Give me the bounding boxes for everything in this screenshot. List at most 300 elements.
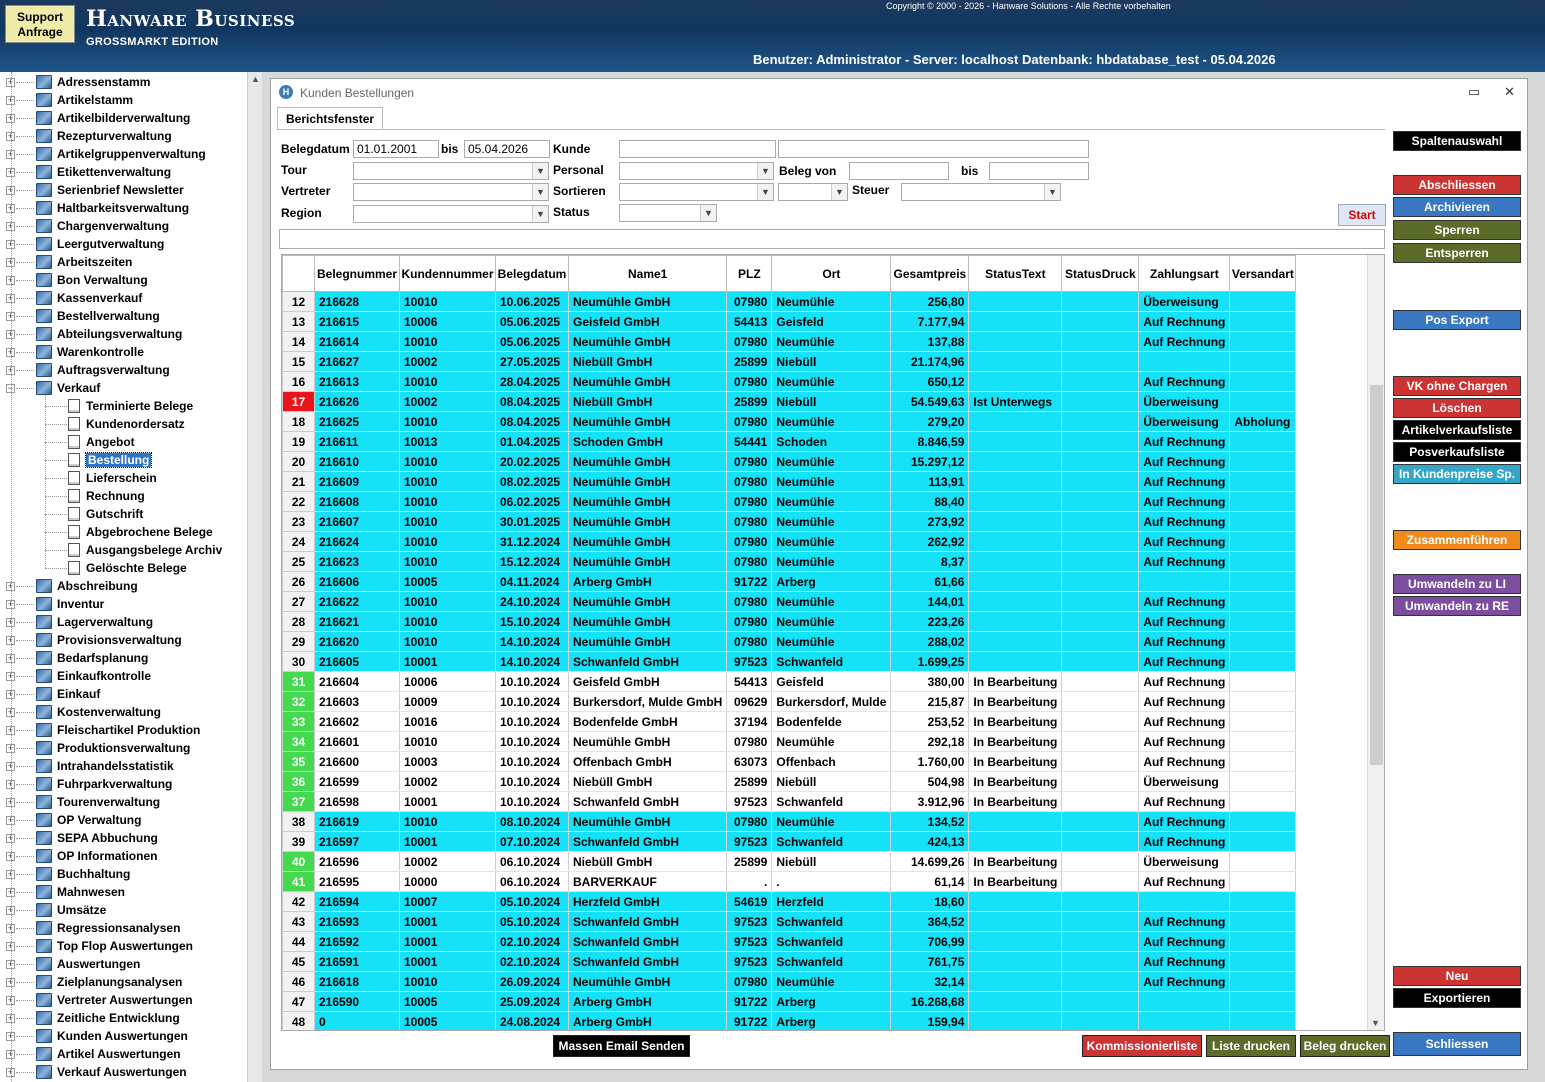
- cell-plz[interactable]: 07980: [727, 732, 772, 752]
- cell-name1[interactable]: Neumühle GmbH: [569, 812, 727, 832]
- cell-statustext[interactable]: [969, 632, 1062, 652]
- row-number[interactable]: 15: [283, 352, 315, 372]
- cell-zahlungsart[interactable]: Auf Rechnung: [1139, 472, 1230, 492]
- table-row[interactable]: [283, 492, 1296, 512]
- table-row[interactable]: [283, 292, 1296, 312]
- row-number[interactable]: 22: [283, 492, 315, 512]
- sidebar-item-zeitliche-entwicklung[interactable]: [36, 1009, 180, 1027]
- cell-gesamtpreis[interactable]: 1.760,00: [891, 752, 969, 772]
- cell-kundennummer[interactable]: 10002: [400, 352, 496, 372]
- cell-belegdatum[interactable]: 02.10.2024: [496, 952, 569, 972]
- expand-icon[interactable]: +: [7, 581, 14, 591]
- sidebar-item-kunden-auswertungen[interactable]: [36, 1027, 188, 1045]
- cell-belegnummer[interactable]: 216597: [315, 832, 400, 852]
- grid-scrollbar[interactable]: [1367, 255, 1384, 1030]
- cell-belegdatum[interactable]: 01.04.2025: [496, 432, 569, 452]
- cell-zahlungsart[interactable]: Auf Rechnung: [1139, 972, 1230, 992]
- cell-gesamtpreis[interactable]: 279,20: [891, 412, 969, 432]
- expand-icon[interactable]: +: [7, 1013, 14, 1023]
- cell-ort[interactable]: Niebüll: [772, 852, 891, 872]
- cell-zahlungsart[interactable]: Auf Rechnung: [1139, 592, 1230, 612]
- cell-statusdruck[interactable]: [1062, 572, 1139, 592]
- cell-statusdruck[interactable]: [1062, 1012, 1139, 1032]
- cell-ort[interactable]: Geisfeld: [772, 312, 891, 332]
- cell-belegnummer[interactable]: 216611: [315, 432, 400, 452]
- cell-zahlungsart[interactable]: Auf Rechnung: [1139, 612, 1230, 632]
- cell-name1[interactable]: Neumühle GmbH: [569, 412, 727, 432]
- cell-name1[interactable]: Schwanfeld GmbH: [569, 832, 727, 852]
- cell-belegnummer[interactable]: 216622: [315, 592, 400, 612]
- cell-gesamtpreis[interactable]: 15.297,12: [891, 452, 969, 472]
- sidebar-subitem-angebot[interactable]: [68, 433, 135, 451]
- table-row[interactable]: [283, 472, 1296, 492]
- cell-versandart[interactable]: [1230, 392, 1296, 412]
- cell-ort[interactable]: Burkersdorf, Mulde: [772, 692, 891, 712]
- cell-plz[interactable]: 25899: [727, 772, 772, 792]
- sidebar-item-intrahandelsstatistik[interactable]: [36, 757, 174, 775]
- cell-statusdruck[interactable]: [1062, 292, 1139, 312]
- spaltenauswahl-button[interactable]: Spaltenauswahl: [1393, 131, 1521, 151]
- cell-belegnummer[interactable]: 216613: [315, 372, 400, 392]
- expand-icon[interactable]: +: [7, 95, 14, 105]
- cell-statustext[interactable]: [969, 312, 1062, 332]
- kunde-name-field[interactable]: [778, 140, 1089, 158]
- cell-belegdatum[interactable]: 28.04.2025: [496, 372, 569, 392]
- cell-belegnummer[interactable]: 216603: [315, 692, 400, 712]
- row-number[interactable]: 21: [283, 472, 315, 492]
- cell-statusdruck[interactable]: [1062, 412, 1139, 432]
- cell-plz[interactable]: 97523: [727, 912, 772, 932]
- sidebar-item-bedarfsplanung[interactable]: [36, 649, 148, 667]
- cell-belegnummer[interactable]: 216614: [315, 332, 400, 352]
- table-row[interactable]: [283, 332, 1296, 352]
- cell-statusdruck[interactable]: [1062, 952, 1139, 972]
- cell-kundennummer[interactable]: 10010: [400, 972, 496, 992]
- cell-gesamtpreis[interactable]: 3.912,96: [891, 792, 969, 812]
- cell-belegdatum[interactable]: 15.12.2024: [496, 552, 569, 572]
- cell-statustext[interactable]: [969, 512, 1062, 532]
- expand-icon[interactable]: +: [7, 869, 14, 879]
- cell-versandart[interactable]: [1230, 732, 1296, 752]
- table-row[interactable]: [283, 1012, 1296, 1032]
- table-row[interactable]: [283, 732, 1296, 752]
- cell-plz[interactable]: 97523: [727, 932, 772, 952]
- cell-belegnummer[interactable]: 216621: [315, 612, 400, 632]
- cell-belegnummer[interactable]: 216618: [315, 972, 400, 992]
- cell-belegdatum[interactable]: 10.10.2024: [496, 712, 569, 732]
- cell-kundennummer[interactable]: 10002: [400, 392, 496, 412]
- row-number[interactable]: 41: [283, 872, 315, 892]
- cell-ort[interactable]: Neumühle: [772, 512, 891, 532]
- cell-plz[interactable]: 07980: [727, 592, 772, 612]
- cell-belegdatum[interactable]: 31.12.2024: [496, 532, 569, 552]
- row-number[interactable]: 13: [283, 312, 315, 332]
- cell-ort[interactable]: Neumühle: [772, 332, 891, 352]
- cell-name1[interactable]: Offenbach GmbH: [569, 752, 727, 772]
- cell-versandart[interactable]: [1230, 972, 1296, 992]
- row-number[interactable]: 16: [283, 372, 315, 392]
- sidebar-item-arbeitszeiten[interactable]: [36, 253, 132, 271]
- expand-icon[interactable]: +: [7, 851, 14, 861]
- cell-ort[interactable]: Schoden: [772, 432, 891, 452]
- cell-versandart[interactable]: Abholung: [1230, 412, 1296, 432]
- cell-versandart[interactable]: [1230, 872, 1296, 892]
- cell-statusdruck[interactable]: [1062, 712, 1139, 732]
- expand-icon[interactable]: +: [7, 995, 14, 1005]
- cell-belegnummer[interactable]: 216610: [315, 452, 400, 472]
- sidebar-item-einkauf[interactable]: [36, 685, 100, 703]
- cell-statusdruck[interactable]: [1062, 932, 1139, 952]
- cell-belegnummer[interactable]: 0: [315, 1012, 400, 1032]
- sidebar-item-top-flop-auswertungen[interactable]: [36, 937, 193, 955]
- cell-statustext[interactable]: [969, 352, 1062, 372]
- row-number[interactable]: 35: [283, 752, 315, 772]
- cell-statusdruck[interactable]: [1062, 872, 1139, 892]
- cell-ort[interactable]: Neumühle: [772, 552, 891, 572]
- cell-name1[interactable]: Burkersdorf, Mulde GmbH: [569, 692, 727, 712]
- cell-statusdruck[interactable]: [1062, 852, 1139, 872]
- sidebar-item-regressionsanalysen[interactable]: [36, 919, 180, 937]
- cell-kundennummer[interactable]: 10002: [400, 852, 496, 872]
- cell-versandart[interactable]: [1230, 992, 1296, 1012]
- cell-belegdatum[interactable]: 14.10.2024: [496, 652, 569, 672]
- cell-name1[interactable]: Neumühle GmbH: [569, 472, 727, 492]
- cell-belegnummer[interactable]: 216609: [315, 472, 400, 492]
- expand-icon[interactable]: +: [7, 797, 14, 807]
- cell-belegnummer[interactable]: 216592: [315, 932, 400, 952]
- sidebar-item-abschreibung[interactable]: [36, 577, 138, 595]
- sidebar-item-lagerverwaltung[interactable]: [36, 613, 153, 631]
- table-row[interactable]: [283, 792, 1296, 812]
- zusammenfuehren-button[interactable]: Zusammenführen: [1393, 530, 1521, 550]
- sidebar-item-mahnwesen[interactable]: [36, 883, 125, 901]
- filter-row-field[interactable]: [279, 229, 1385, 249]
- row-number[interactable]: 23: [283, 512, 315, 532]
- sidebar-subitem-abgebrochene-belege[interactable]: [68, 523, 213, 541]
- row-number[interactable]: 43: [283, 912, 315, 932]
- expand-icon[interactable]: +: [7, 275, 14, 285]
- column-header-zahlungsart[interactable]: Zahlungsart: [1139, 256, 1230, 292]
- cell-zahlungsart[interactable]: Auf Rechnung: [1139, 632, 1230, 652]
- cell-kundennummer[interactable]: 10010: [400, 472, 496, 492]
- column-header-belegnummer[interactable]: Belegnummer: [315, 256, 400, 292]
- cell-statusdruck[interactable]: [1062, 312, 1139, 332]
- expand-icon[interactable]: +: [7, 257, 14, 267]
- cell-plz[interactable]: 07980: [727, 372, 772, 392]
- cell-plz[interactable]: 37194: [727, 712, 772, 732]
- cell-versandart[interactable]: [1230, 532, 1296, 552]
- sidebar-subitem-bestellung[interactable]: [68, 451, 151, 469]
- cell-versandart[interactable]: [1230, 332, 1296, 352]
- cell-plz[interactable]: 07980: [727, 292, 772, 312]
- cell-gesamtpreis[interactable]: 424,13: [891, 832, 969, 852]
- cell-kundennummer[interactable]: 10010: [400, 412, 496, 432]
- cell-belegnummer[interactable]: 216627: [315, 352, 400, 372]
- sidebar-item-einkaufkontrolle[interactable]: [36, 667, 151, 685]
- cell-statusdruck[interactable]: [1062, 552, 1139, 572]
- expand-icon[interactable]: +: [7, 311, 14, 321]
- cell-kundennummer[interactable]: 10010: [400, 532, 496, 552]
- cell-gesamtpreis[interactable]: 223,26: [891, 612, 969, 632]
- cell-statusdruck[interactable]: [1062, 892, 1139, 912]
- cell-zahlungsart[interactable]: Auf Rechnung: [1139, 672, 1230, 692]
- cell-name1[interactable]: Schwanfeld GmbH: [569, 912, 727, 932]
- cell-zahlungsart[interactable]: Auf Rechnung: [1139, 832, 1230, 852]
- sperren-button[interactable]: Sperren: [1393, 220, 1521, 240]
- cell-plz[interactable]: 25899: [727, 852, 772, 872]
- cell-statustext[interactable]: [969, 932, 1062, 952]
- cell-gesamtpreis[interactable]: 144,01: [891, 592, 969, 612]
- sidebar-item-zielplanungsanalysen[interactable]: [36, 973, 182, 991]
- row-number[interactable]: 14: [283, 332, 315, 352]
- cell-statusdruck[interactable]: [1062, 672, 1139, 692]
- cell-kundennummer[interactable]: 10010: [400, 492, 496, 512]
- cell-kundennummer[interactable]: 10001: [400, 832, 496, 852]
- cell-statusdruck[interactable]: [1062, 452, 1139, 472]
- cell-plz[interactable]: 97523: [727, 652, 772, 672]
- cell-versandart[interactable]: [1230, 852, 1296, 872]
- cell-statusdruck[interactable]: [1062, 692, 1139, 712]
- sidebar-item-haltbarkeitsverwaltung[interactable]: [36, 199, 189, 217]
- cell-versandart[interactable]: [1230, 792, 1296, 812]
- cell-zahlungsart[interactable]: Auf Rechnung: [1139, 812, 1230, 832]
- cell-statustext[interactable]: [969, 612, 1062, 632]
- cell-versandart[interactable]: [1230, 452, 1296, 472]
- cell-belegnummer[interactable]: 216619: [315, 812, 400, 832]
- row-number[interactable]: 17: [283, 392, 315, 412]
- sidebar-item-etikettenverwaltung[interactable]: [36, 163, 171, 181]
- cell-plz[interactable]: 54619: [727, 892, 772, 912]
- personal-select[interactable]: [619, 162, 774, 180]
- cell-statustext[interactable]: Ist Unterwegs: [969, 392, 1062, 412]
- cell-versandart[interactable]: [1230, 512, 1296, 532]
- cell-belegnummer[interactable]: 216593: [315, 912, 400, 932]
- cell-gesamtpreis[interactable]: 761,75: [891, 952, 969, 972]
- cell-statustext[interactable]: In Bearbeitung: [969, 752, 1062, 772]
- cell-plz[interactable]: 07980: [727, 632, 772, 652]
- cell-belegnummer[interactable]: 216590: [315, 992, 400, 1012]
- cell-zahlungsart[interactable]: [1139, 1012, 1230, 1032]
- cell-gesamtpreis[interactable]: 364,52: [891, 912, 969, 932]
- cell-statusdruck[interactable]: [1062, 732, 1139, 752]
- posverkaufsliste-button[interactable]: Posverkaufsliste: [1393, 442, 1521, 462]
- kunde-id-field[interactable]: [619, 140, 776, 158]
- cell-ort[interactable]: Neumühle: [772, 972, 891, 992]
- column-header-plz[interactable]: PLZ: [727, 256, 772, 292]
- sidebar-item-auswertungen[interactable]: [36, 955, 140, 973]
- table-row[interactable]: [283, 352, 1296, 372]
- cell-versandart[interactable]: [1230, 432, 1296, 452]
- cell-ort[interactable]: Neumühle: [772, 532, 891, 552]
- column-header-statustext[interactable]: StatusText: [969, 256, 1062, 292]
- steuer-select[interactable]: [901, 183, 1061, 201]
- archivieren-button[interactable]: Archivieren: [1393, 197, 1521, 217]
- column-header-name1[interactable]: Name1: [569, 256, 727, 292]
- cell-zahlungsart[interactable]: Auf Rechnung: [1139, 452, 1230, 472]
- cell-versandart[interactable]: [1230, 672, 1296, 692]
- table-row[interactable]: [283, 432, 1296, 452]
- expand-icon[interactable]: +: [7, 707, 14, 717]
- cell-statusdruck[interactable]: [1062, 832, 1139, 852]
- table-row[interactable]: [283, 392, 1296, 412]
- cell-belegdatum[interactable]: 08.10.2024: [496, 812, 569, 832]
- cell-belegdatum[interactable]: 05.06.2025: [496, 332, 569, 352]
- cell-zahlungsart[interactable]: Auf Rechnung: [1139, 432, 1230, 452]
- cell-ort[interactable]: Herzfeld: [772, 892, 891, 912]
- sidebar-item-artikelgruppenverwaltung[interactable]: [36, 145, 206, 163]
- sidebar-scrollbar[interactable]: [247, 72, 262, 1082]
- cell-statustext[interactable]: [969, 972, 1062, 992]
- cell-belegdatum[interactable]: 25.09.2024: [496, 992, 569, 1012]
- expand-icon[interactable]: +: [7, 941, 14, 951]
- cell-statustext[interactable]: [969, 472, 1062, 492]
- cell-versandart[interactable]: [1230, 492, 1296, 512]
- cell-plz[interactable]: 25899: [727, 392, 772, 412]
- cell-name1[interactable]: Neumühle GmbH: [569, 512, 727, 532]
- expand-icon[interactable]: +: [7, 221, 14, 231]
- cell-statusdruck[interactable]: [1062, 332, 1139, 352]
- beleg-drucken-button[interactable]: Beleg drucken: [1300, 1035, 1390, 1057]
- expand-icon[interactable]: +: [7, 923, 14, 933]
- expand-icon[interactable]: +: [7, 635, 14, 645]
- row-number[interactable]: 30: [283, 652, 315, 672]
- table-row[interactable]: [283, 872, 1296, 892]
- cell-zahlungsart[interactable]: Auf Rechnung: [1139, 752, 1230, 772]
- table-row[interactable]: [283, 592, 1296, 612]
- expand-icon[interactable]: +: [7, 293, 14, 303]
- cell-name1[interactable]: Neumühle GmbH: [569, 492, 727, 512]
- cell-statustext[interactable]: In Bearbeitung: [969, 712, 1062, 732]
- cell-belegnummer[interactable]: 216599: [315, 772, 400, 792]
- cell-belegdatum[interactable]: 06.10.2024: [496, 872, 569, 892]
- sidebar-item-warenkontrolle[interactable]: [36, 343, 144, 361]
- sidebar-item-inventur[interactable]: [36, 595, 104, 613]
- cell-gesamtpreis[interactable]: 16.268,68: [891, 992, 969, 1012]
- cell-name1[interactable]: Neumühle GmbH: [569, 372, 727, 392]
- cell-ort[interactable]: Offenbach: [772, 752, 891, 772]
- cell-belegnummer[interactable]: 216626: [315, 392, 400, 412]
- cell-kundennummer[interactable]: 10001: [400, 952, 496, 972]
- cell-name1[interactable]: Neumühle GmbH: [569, 332, 727, 352]
- cell-name1[interactable]: Neumühle GmbH: [569, 592, 727, 612]
- cell-versandart[interactable]: [1230, 892, 1296, 912]
- expand-icon[interactable]: +: [7, 779, 14, 789]
- expand-icon[interactable]: +: [7, 365, 14, 375]
- sidebar-item-sepa-abbuchung[interactable]: [36, 829, 158, 847]
- table-row[interactable]: [283, 632, 1296, 652]
- row-number[interactable]: 34: [283, 732, 315, 752]
- close-window-icon[interactable]: ✕: [1504, 84, 1515, 99]
- expand-icon[interactable]: +: [7, 149, 14, 159]
- liste-drucken-button[interactable]: Liste drucken: [1206, 1035, 1296, 1057]
- cell-plz[interactable]: 63073: [727, 752, 772, 772]
- artikelverkaufsliste-button[interactable]: Artikelverkaufsliste: [1393, 420, 1521, 440]
- cell-gesamtpreis[interactable]: 650,12: [891, 372, 969, 392]
- vertreter-select[interactable]: [353, 183, 549, 201]
- cell-versandart[interactable]: [1230, 712, 1296, 732]
- cell-ort[interactable]: Niebüll: [772, 772, 891, 792]
- expand-icon[interactable]: +: [7, 689, 14, 699]
- cell-kundennummer[interactable]: 10010: [400, 512, 496, 532]
- collapse-icon[interactable]: −: [7, 383, 14, 393]
- cell-name1[interactable]: Schoden GmbH: [569, 432, 727, 452]
- cell-zahlungsart[interactable]: Auf Rechnung: [1139, 952, 1230, 972]
- cell-versandart[interactable]: [1230, 292, 1296, 312]
- cell-ort[interactable]: Bodenfelde: [772, 712, 891, 732]
- sidebar-item-adressenstamm[interactable]: [36, 73, 150, 91]
- cell-plz[interactable]: 91722: [727, 992, 772, 1012]
- row-number[interactable]: 37: [283, 792, 315, 812]
- cell-gesamtpreis[interactable]: 159,94: [891, 1012, 969, 1032]
- beleg-bis-field[interactable]: [989, 162, 1089, 180]
- row-number[interactable]: 44: [283, 932, 315, 952]
- cell-statusdruck[interactable]: [1062, 392, 1139, 412]
- cell-versandart[interactable]: [1230, 772, 1296, 792]
- cell-kundennummer[interactable]: 10010: [400, 632, 496, 652]
- status-select[interactable]: [619, 204, 717, 222]
- cell-zahlungsart[interactable]: Auf Rechnung: [1139, 732, 1230, 752]
- sortieren-order-select[interactable]: [778, 183, 848, 201]
- sidebar-item-kostenverwaltung[interactable]: [36, 703, 161, 721]
- row-number[interactable]: 27: [283, 592, 315, 612]
- cell-versandart[interactable]: [1230, 1012, 1296, 1032]
- cell-statustext[interactable]: [969, 812, 1062, 832]
- cell-kundennummer[interactable]: 10010: [400, 592, 496, 612]
- cell-kundennummer[interactable]: 10009: [400, 692, 496, 712]
- sidebar-subitem-lieferschein[interactable]: [68, 469, 157, 487]
- cell-zahlungsart[interactable]: [1139, 992, 1230, 1012]
- cell-plz[interactable]: 09629: [727, 692, 772, 712]
- row-number[interactable]: 24: [283, 532, 315, 552]
- cell-kundennummer[interactable]: 10001: [400, 932, 496, 952]
- table-row[interactable]: [283, 512, 1296, 532]
- column-header-belegdatum[interactable]: Belegdatum: [496, 256, 569, 292]
- cell-zahlungsart[interactable]: [1139, 572, 1230, 592]
- cell-ort[interactable]: Neumühle: [772, 492, 891, 512]
- neu-button[interactable]: Neu: [1393, 966, 1521, 986]
- cell-zahlungsart[interactable]: Auf Rechnung: [1139, 872, 1230, 892]
- cell-kundennummer[interactable]: 10005: [400, 1012, 496, 1032]
- cell-kundennummer[interactable]: 10010: [400, 732, 496, 752]
- expand-icon[interactable]: +: [7, 959, 14, 969]
- table-row[interactable]: [283, 312, 1296, 332]
- cell-statusdruck[interactable]: [1062, 752, 1139, 772]
- cell-gesamtpreis[interactable]: 1.699,25: [891, 652, 969, 672]
- row-number[interactable]: 12: [283, 292, 315, 312]
- cell-gesamtpreis[interactable]: 380,00: [891, 672, 969, 692]
- cell-name1[interactable]: Neumühle GmbH: [569, 972, 727, 992]
- sidebar-subitem-ausgangsbelege-archiv[interactable]: [68, 541, 222, 559]
- cell-belegdatum[interactable]: 08.04.2025: [496, 392, 569, 412]
- cell-gesamtpreis[interactable]: 14.699,26: [891, 852, 969, 872]
- expand-icon[interactable]: +: [7, 1067, 14, 1077]
- sidebar-item-fuhrparkverwaltung[interactable]: [36, 775, 172, 793]
- support-request-button[interactable]: [5, 5, 75, 43]
- cell-statusdruck[interactable]: [1062, 612, 1139, 632]
- cell-zahlungsart[interactable]: Auf Rechnung: [1139, 552, 1230, 572]
- cell-name1[interactable]: Geisfeld GmbH: [569, 672, 727, 692]
- cell-statusdruck[interactable]: [1062, 992, 1139, 1012]
- cell-kundennummer[interactable]: 10005: [400, 992, 496, 1012]
- cell-belegnummer[interactable]: 216623: [315, 552, 400, 572]
- cell-plz[interactable]: 07980: [727, 532, 772, 552]
- cell-versandart[interactable]: [1230, 352, 1296, 372]
- cell-plz[interactable]: 97523: [727, 952, 772, 972]
- cell-belegdatum[interactable]: 10.10.2024: [496, 792, 569, 812]
- scroll-down-icon[interactable]: ▼: [1371, 1018, 1380, 1028]
- cell-versandart[interactable]: [1230, 832, 1296, 852]
- cell-belegnummer[interactable]: 216595: [315, 872, 400, 892]
